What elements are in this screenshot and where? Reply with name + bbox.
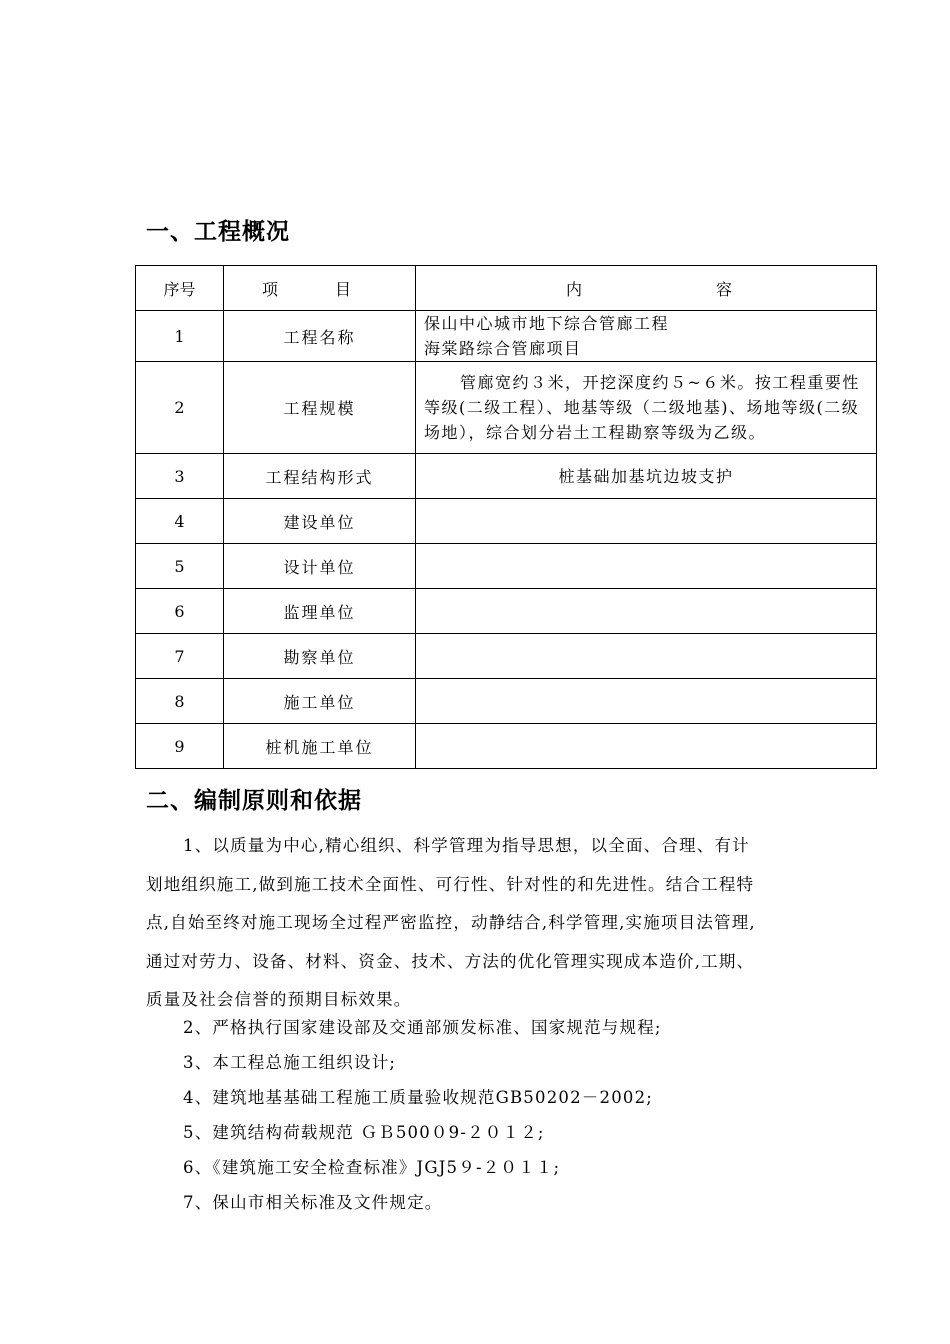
table-row [136,362,877,454]
row-content [416,634,877,679]
row-item: 监理单位 [224,589,416,634]
row-content: 桩基础加基坑边坡支护 [416,454,877,499]
table-row [136,724,877,769]
table-row [136,679,877,724]
paragraph-line: 通过对劳力、设备、材料、资金、技术、方法的优化管理实现成本造价,工期、 [146,951,755,971]
row-content [416,724,877,769]
row-item: 施工单位 [224,679,416,724]
header-content-right: 容 [715,279,732,299]
section-title-overview: 一、工程概况 [146,219,290,245]
list-item: 3、本工程总施工组织设计; [183,1053,397,1072]
header-item: 项 目 [224,266,416,311]
list-item: 4、建筑地基基础工程施工质量验收规范GB50202－2002; [183,1088,654,1107]
list-item: 5、建筑结构荷载规范 ＧＢ500０9-２０１２; [183,1123,545,1142]
table-row [136,544,877,589]
row-content [416,544,877,589]
row-content [416,499,877,544]
table-header-row [136,266,877,311]
paragraph-line: 1、以质量为中心,精心组织、科学管理为指导思想，以全面、合理、有计 [183,836,750,855]
paragraph-line: 质量及社会信誉的预期目标效果。 [146,990,412,1009]
list-item: 2、严格执行国家建设部及交通部颁发标准、国家规范与规程; [183,1018,662,1037]
row-item: 工程结构形式 [224,454,416,499]
row-no: 3 [136,454,224,499]
table-row [136,454,877,499]
table-row [136,634,877,679]
row-no: 1 [136,311,224,362]
list-item: 6、《建筑施工安全检查标准》JGJ5９-２０１１; [183,1158,561,1177]
row-no: 8 [136,679,224,724]
row-no: 7 [136,634,224,679]
principles-paragraph [146,827,806,1020]
row-no: 9 [136,724,224,769]
basis-list [146,1010,806,1220]
row-item: 勘察单位 [224,634,416,679]
row-no: 2 [136,362,224,454]
table-row [136,499,877,544]
list-item: 7、保山市相关标准及文件规定。 [183,1193,443,1212]
row-content [416,362,877,454]
table-row [136,311,877,362]
row-item: 设计单位 [224,544,416,589]
row-item: 桩机施工单位 [224,724,416,769]
row-content [416,311,877,362]
row-no: 6 [136,589,224,634]
row-content-line: 管廊宽约３米，开挖深度约５~６米。按工程重要性等级(二级工程）、地基等级（二级地基)、场地等级(二级场地），综合划分岩土工程勘察等级为乙级。 [424,373,860,442]
paragraph-line: 划地组织施工,做到施工技术全面性、可行性、针对性的和先进性。结合工程特 [146,874,755,894]
row-item: 工程规模 [224,362,416,454]
row-content [416,679,877,724]
row-item: 建设单位 [224,499,416,544]
header-no: 序号 [136,266,224,311]
row-content-line: 保山中心城市地下综合管廊工程 [424,314,670,333]
row-content [416,589,877,634]
paragraph-line: 点,自始至终对施工现场全过程严密监控，动静结合,科学管理,实施项目法管理, [146,913,756,932]
row-no: 4 [136,499,224,544]
section-title-principles: 二、编制原则和依据 [146,788,362,814]
row-content-line: 海棠路综合管廊项目 [424,339,582,358]
table-row [136,589,877,634]
row-item: 工程名称 [224,311,416,362]
row-no: 5 [136,544,224,589]
header-content-left: 内 [566,279,583,299]
project-overview-table [135,265,877,769]
header-content [416,266,877,311]
